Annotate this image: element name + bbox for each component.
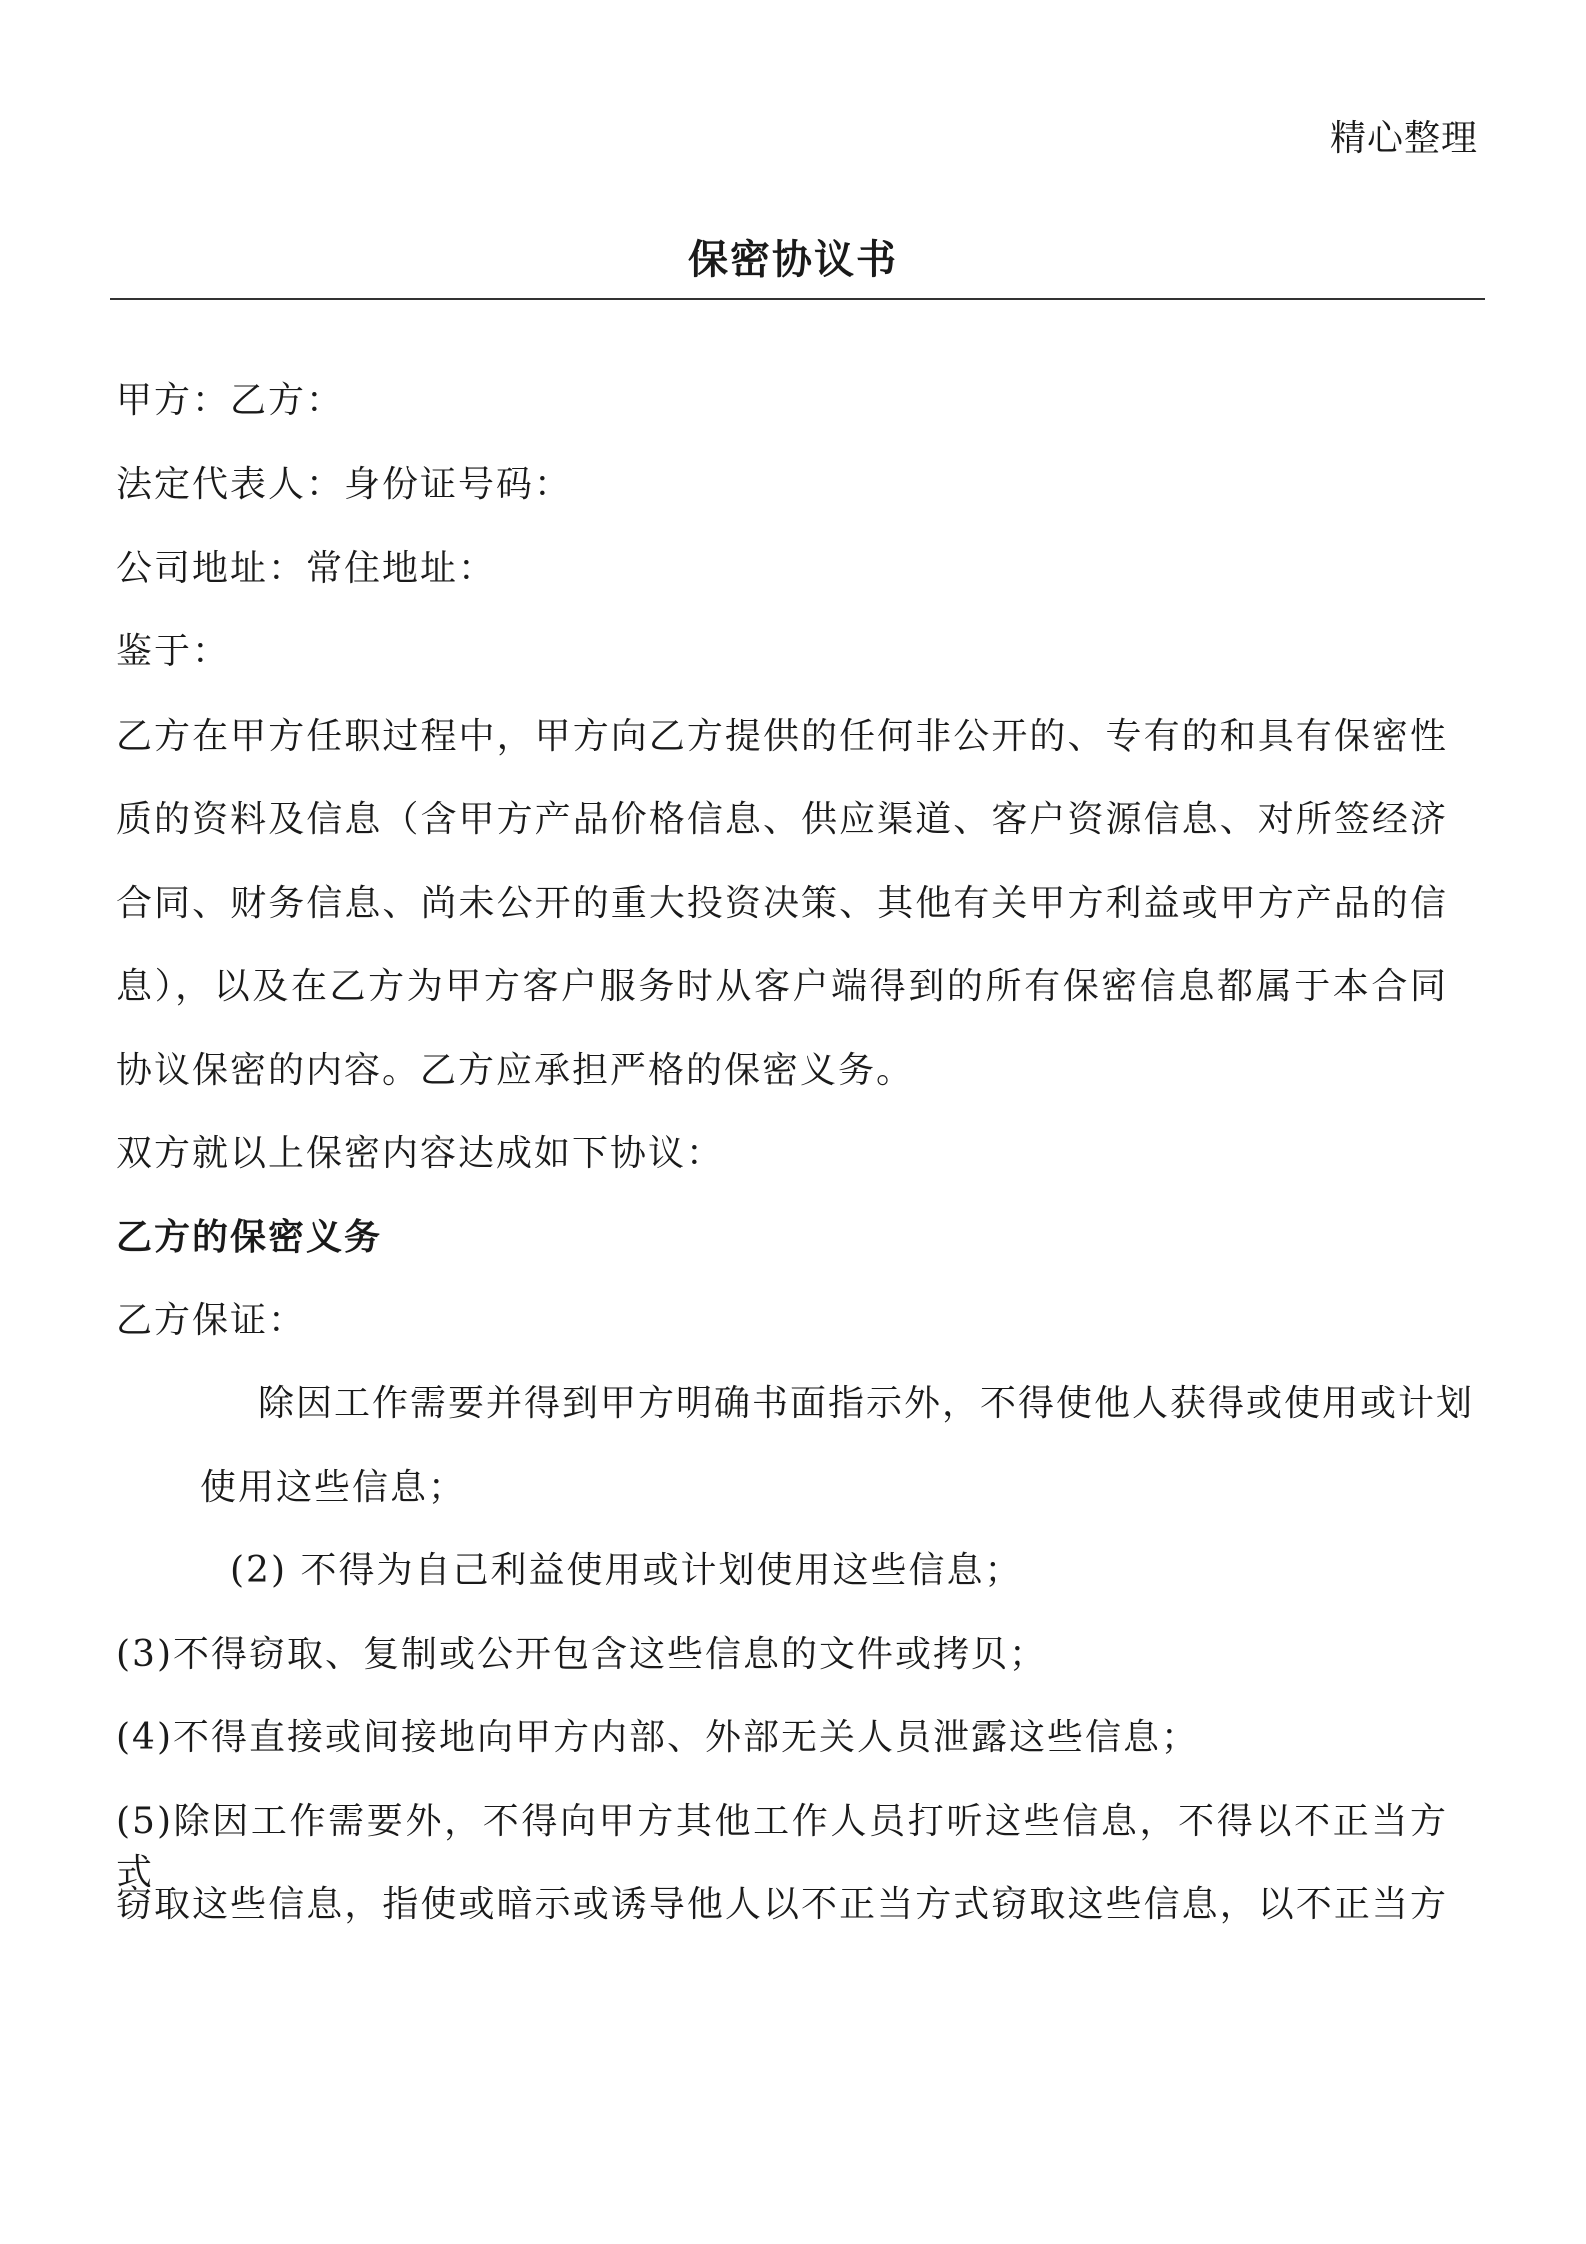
whereas-line: 合同、财务信息、尚未公开的重大投资决策、其他有关甲方利益或甲方产品的信 xyxy=(116,883,1448,924)
parties-line-3: 公司地址：常住地址： xyxy=(116,548,497,589)
document-title: 保密协议书 xyxy=(688,236,898,283)
whereas-line: 质的资料及信息（含甲方产品价格信息、供应渠道、客户资源信息、对所签经济 xyxy=(116,799,1448,840)
item-5-line-2: 窃取这些信息，指使或暗示或诱导他人以不正当方式窃取这些信息，以不正当方 xyxy=(116,1884,1448,1925)
whereas-line: 息），以及在乙方为甲方客户服务时从客户端得到的所有保密信息都属于本合同 xyxy=(116,966,1448,1007)
item-2: (2) 不得为自己利益使用或计划使用这些信息； xyxy=(230,1550,1023,1591)
whereas-heading: 鉴于： xyxy=(116,631,231,672)
agreement-intro: 双方就以上保密内容达成如下协议： xyxy=(116,1133,725,1174)
item-4: (4)不得直接或间接地向甲方内部、外部无关人员泄露这些信息； xyxy=(116,1717,1199,1758)
parties-line-2: 法定代表人：身份证号码： xyxy=(116,464,573,505)
guarantee-heading: 乙方保证： xyxy=(116,1300,307,1341)
item-1-line-1: 除因工作需要并得到甲方明确书面指示外，不得使他人获得或使用或计划 xyxy=(258,1383,1475,1424)
whereas-line: 乙方在甲方任职过程中，甲方向乙方提供的任何非公开的、专有的和具有保密性 xyxy=(116,716,1448,757)
parties-line-1: 甲方：乙方： xyxy=(116,380,345,421)
item-1-line-2: 使用这些信息； xyxy=(200,1467,467,1508)
item-3: (3)不得窃取、复制或公开包含这些信息的文件或拷贝； xyxy=(116,1634,1047,1675)
header-note: 精心整理 xyxy=(1329,118,1478,159)
section-heading: 乙方的保密义务 xyxy=(116,1216,383,1258)
item-5-line-1: (5)除因工作需要外，不得向甲方其他工作人员打听这些信息，不得以不正当方式 xyxy=(116,1801,1448,1893)
whereas-line: 协议保密的内容。乙方应承担严格的保密义务。 xyxy=(116,1050,915,1091)
title-divider xyxy=(110,298,1485,300)
